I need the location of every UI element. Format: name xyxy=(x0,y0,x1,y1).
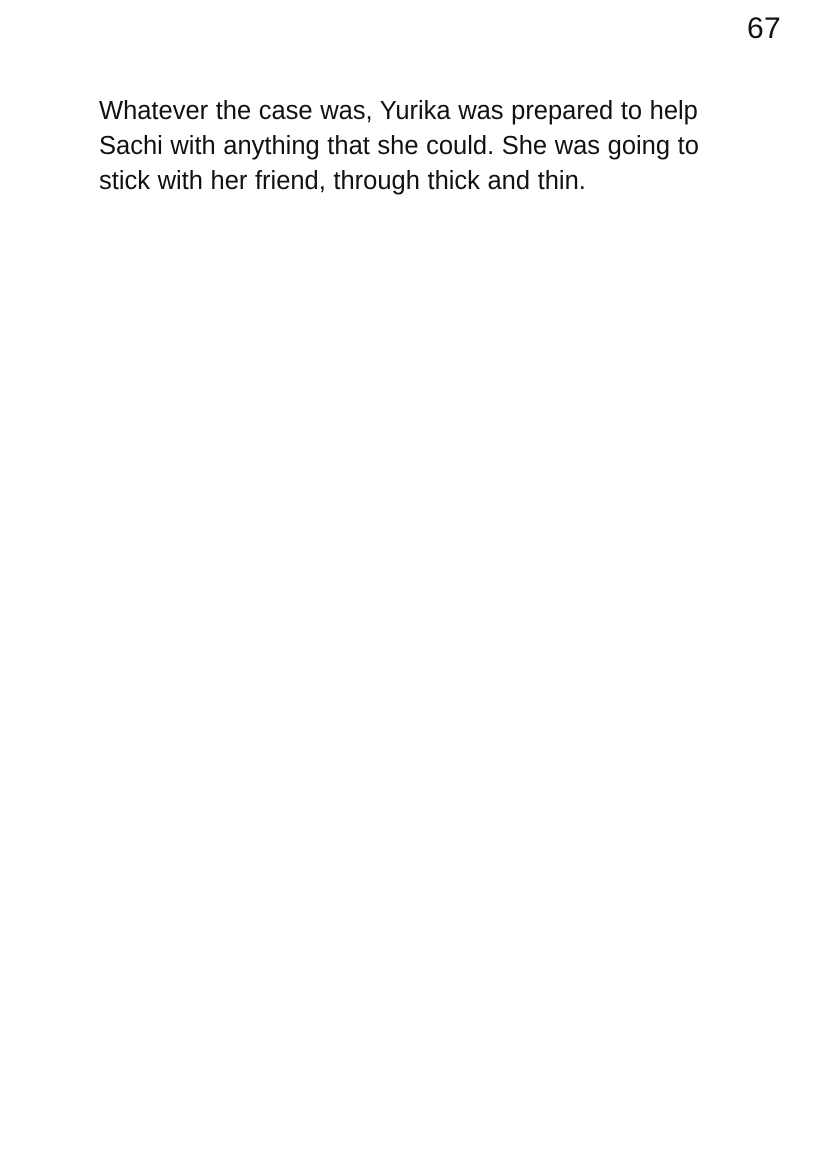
body-paragraph: Whatever the case was, Yurika was prepared to help Sachi with anything that she could. She was going to stick with her friend, through thick and thin. xyxy=(99,97,699,195)
page-number: 67 xyxy=(747,12,781,45)
